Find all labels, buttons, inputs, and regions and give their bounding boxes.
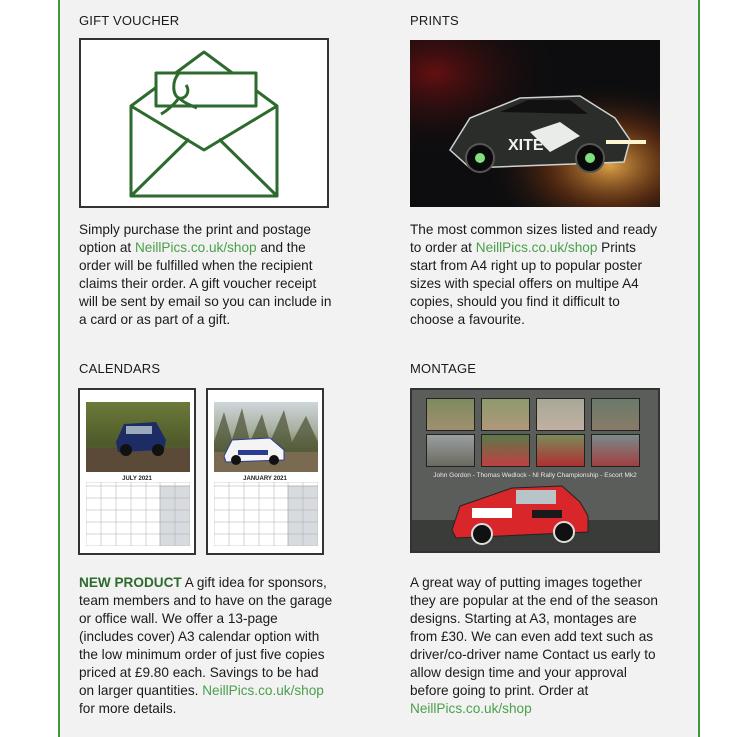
calendar-month-label: JULY 2021	[122, 476, 152, 482]
montage-image[interactable]	[410, 388, 660, 553]
shop-link[interactable]: NeillPics.co.uk/shop	[410, 701, 532, 716]
calendar-january-photo	[214, 402, 318, 472]
shop-link[interactable]: NeillPics.co.uk/shop	[134, 240, 257, 255]
calendar-month-label: JANUARY 2021	[243, 476, 287, 482]
montage-thumb	[426, 434, 475, 467]
shop-link[interactable]: NeillPics.co.uk/shop	[202, 683, 324, 698]
calendars-description: NEW PRODUCT A gift idea for sponsors, team members and to have on the garage or office wall. We offer a 13-page (includes cover) A3 calendar option with the low minimum order of just five copies priced at £9.80 each. Savings to be had on larger quantities. NeillPics.co.uk/shop for more details.	[79, 575, 333, 716]
gift-voucher-description: Simply purchase the print and postage option at NeillPics.co.uk/shop and the order will be fulfilled when the recipient claims their order. A gift voucher receipt will be sent by email so you can include in a card or as part of a gift.	[79, 222, 332, 327]
rally-car-image	[410, 40, 660, 207]
montage-thumb	[426, 398, 475, 431]
gift-voucher-image[interactable]	[79, 38, 329, 208]
calendar-july[interactable]	[78, 388, 196, 555]
shop-link[interactable]: NeillPics.co.uk/shop	[475, 240, 598, 255]
montage-thumb	[536, 434, 585, 467]
prints-photo[interactable]	[410, 40, 660, 207]
calendars-title: CALENDARS	[79, 361, 161, 376]
montage-description: A great way of putting images together they are popular at the end of the season designs. Starting at A3, montages are from £30. We can even add text such as driver/co-driver name Contact us early to allow design time and your approval before going to print. Order at NeillPics.co.uk/shop	[410, 575, 658, 716]
gift-voucher-title: GIFT VOUCHER	[79, 13, 180, 28]
montage-thumb	[591, 398, 640, 431]
prints-description: The most common sizes listed and ready to order at NeillPics.co.uk/shop Prints start from A4 right up to popular poster sizes with special offers on multipe A4 copies, should you find it difficult to choose a favourite.	[410, 222, 658, 327]
montage-title: MONTAGE	[410, 361, 477, 376]
montage-caption: John Gordon - Thomas Wedlock - NI Rally Championship - Escort Mk2	[433, 472, 637, 479]
new-product-label: NEW PRODUCT	[79, 575, 182, 590]
calendar-grid	[86, 482, 190, 546]
car-livery-text: XITE	[508, 137, 544, 154]
montage-thumb	[591, 434, 640, 467]
escort-car-image	[412, 480, 660, 553]
montage-thumb	[481, 398, 530, 431]
calendar-january[interactable]	[206, 388, 324, 555]
envelope-icon	[81, 40, 327, 206]
calendar-grid	[214, 482, 318, 546]
montage-thumb	[536, 398, 585, 431]
calendar-july-photo	[86, 402, 190, 472]
montage-thumb	[481, 434, 530, 467]
prints-title: PRINTS	[410, 13, 459, 28]
